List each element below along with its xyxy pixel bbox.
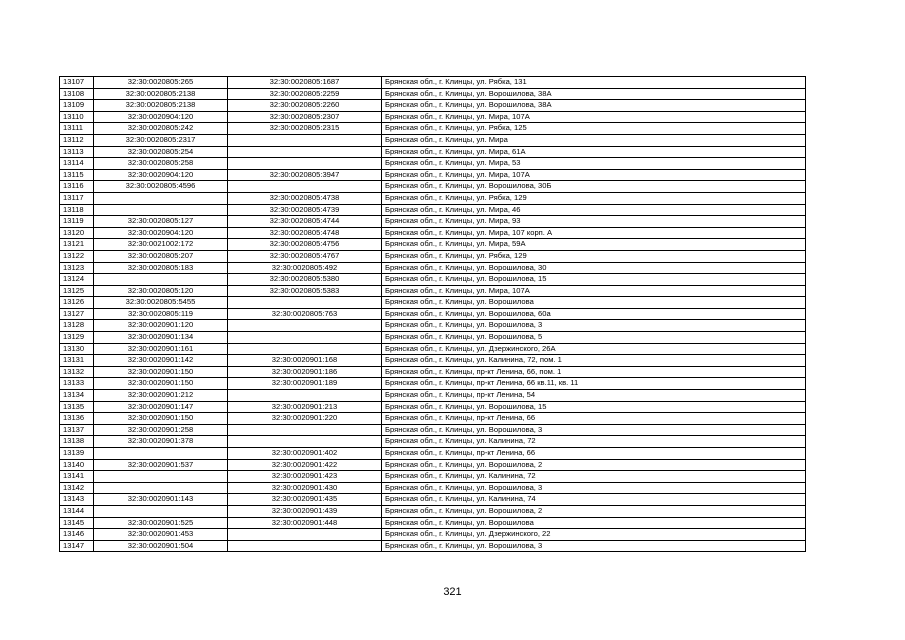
row-number-cell: 13133	[60, 378, 94, 390]
building-cadastral-number-cell: 32:30:0020805:2315	[228, 123, 382, 135]
address-cell: Брянская обл., г. Клинцы, ул. Ворошилова, 3	[382, 540, 806, 552]
building-cadastral-number-cell	[228, 320, 382, 332]
table-row	[60, 111, 806, 123]
table-row	[60, 88, 806, 100]
address-cell: Брянская обл., г. Клинцы, ул. Мира, 107А	[382, 285, 806, 297]
land-cadastral-number-cell: 32:30:0020901:161	[94, 343, 228, 355]
building-cadastral-number-cell: 32:30:0020805:2259	[228, 88, 382, 100]
land-cadastral-number-cell	[94, 274, 228, 286]
table-row	[60, 378, 806, 390]
address-cell: Брянская обл., г. Клинцы, ул. Ворошилова, 60а	[382, 308, 806, 320]
address-cell: Брянская обл., г. Клинцы, ул. Ворошилова	[382, 517, 806, 529]
land-cadastral-number-cell: 32:30:0020805:4596	[94, 181, 228, 193]
land-cadastral-number-cell	[94, 471, 228, 483]
table-row	[60, 471, 806, 483]
address-cell: Брянская обл., г. Клинцы, ул. Мира, 107А	[382, 169, 806, 181]
building-cadastral-number-cell: 32:30:0020805:5383	[228, 285, 382, 297]
building-cadastral-number-cell: 32:30:0020901:439	[228, 505, 382, 517]
row-number-cell: 13121	[60, 239, 94, 251]
address-cell: Брянская обл., г. Клинцы, пр-кт Ленина, 66 кв.11, кв. 11	[382, 378, 806, 390]
land-cadastral-number-cell: 32:30:0020805:265	[94, 77, 228, 89]
address-cell: Брянская обл., г. Клинцы, ул. Мира, 61А	[382, 146, 806, 158]
row-number-cell: 13130	[60, 343, 94, 355]
row-number-cell: 13115	[60, 169, 94, 181]
table-row	[60, 517, 806, 529]
table-row	[60, 274, 806, 286]
address-cell: Брянская обл., г. Клинцы, ул. Ворошилова, 30	[382, 262, 806, 274]
table-row	[60, 482, 806, 494]
building-cadastral-number-cell: 32:30:0020805:2260	[228, 100, 382, 112]
row-number-cell: 13131	[60, 355, 94, 367]
row-number-cell: 13132	[60, 366, 94, 378]
land-cadastral-number-cell: 32:30:0020901:378	[94, 436, 228, 448]
address-cell: Брянская обл., г. Клинцы, ул. Ворошилова, 5	[382, 332, 806, 344]
table-row	[60, 158, 806, 170]
building-cadastral-number-cell: 32:30:0020901:189	[228, 378, 382, 390]
row-number-cell: 13113	[60, 146, 94, 158]
row-number-cell: 13120	[60, 227, 94, 239]
address-cell: Брянская обл., г. Клинцы, ул. Ворошилова, 2	[382, 505, 806, 517]
table-row	[60, 227, 806, 239]
address-cell: Брянская обл., г. Клинцы, ул. Мира	[382, 134, 806, 146]
land-cadastral-number-cell	[94, 448, 228, 460]
building-cadastral-number-cell	[228, 540, 382, 552]
land-cadastral-number-cell	[94, 204, 228, 216]
table-row	[60, 239, 806, 251]
table-row	[60, 529, 806, 541]
land-cadastral-number-cell: 32:30:0020901:142	[94, 355, 228, 367]
building-cadastral-number-cell: 32:30:0020805:4748	[228, 227, 382, 239]
address-cell: Брянская обл., г. Клинцы, ул. Ворошилова, 15	[382, 274, 806, 286]
row-number-cell: 13147	[60, 540, 94, 552]
row-number-cell: 13136	[60, 413, 94, 425]
address-cell: Брянская обл., г. Клинцы, ул. Ворошилова, 3	[382, 320, 806, 332]
building-cadastral-number-cell	[228, 529, 382, 541]
row-number-cell: 13142	[60, 482, 94, 494]
address-cell: Брянская обл., г. Клинцы, ул. Мира, 59А	[382, 239, 806, 251]
building-cadastral-number-cell: 32:30:0020805:4767	[228, 250, 382, 262]
land-cadastral-number-cell: 32:30:0020901:150	[94, 366, 228, 378]
row-number-cell: 13135	[60, 401, 94, 413]
building-cadastral-number-cell	[228, 297, 382, 309]
building-cadastral-number-cell: 32:30:0020901:186	[228, 366, 382, 378]
row-number-cell: 13143	[60, 494, 94, 506]
building-cadastral-number-cell: 32:30:0020805:763	[228, 308, 382, 320]
building-cadastral-number-cell: 32:30:0020805:4756	[228, 239, 382, 251]
table-row	[60, 192, 806, 204]
address-cell: Брянская обл., г. Клинцы, ул. Ворошилова, 15	[382, 401, 806, 413]
row-number-cell: 13123	[60, 262, 94, 274]
address-cell: Брянская обл., г. Клинцы, пр-кт Ленина, 66	[382, 448, 806, 460]
building-cadastral-number-cell	[228, 424, 382, 436]
land-cadastral-number-cell: 32:30:0020901:537	[94, 459, 228, 471]
address-cell: Брянская обл., г. Клинцы, пр-кт Ленина, 66, пом. 1	[382, 366, 806, 378]
address-cell: Брянская обл., г. Клинцы, ул. Дзержинского, 22	[382, 529, 806, 541]
address-cell: Брянская обл., г. Клинцы, ул. Ворошилова, 3	[382, 424, 806, 436]
row-number-cell: 13128	[60, 320, 94, 332]
table-row	[60, 169, 806, 181]
row-number-cell: 13119	[60, 216, 94, 228]
table-row	[60, 424, 806, 436]
row-number-cell: 13124	[60, 274, 94, 286]
address-cell: Брянская обл., г. Клинцы, ул. Рябка, 129	[382, 250, 806, 262]
building-cadastral-number-cell	[228, 343, 382, 355]
land-cadastral-number-cell: 32:30:0020901:134	[94, 332, 228, 344]
address-cell: Брянская обл., г. Клинцы, ул. Мира, 46	[382, 204, 806, 216]
address-cell: Брянская обл., г. Клинцы, ул. Ворошилова, 38А	[382, 88, 806, 100]
land-cadastral-number-cell: 32:30:0020904:120	[94, 169, 228, 181]
cadastral-table	[59, 76, 806, 552]
building-cadastral-number-cell: 32:30:0020901:435	[228, 494, 382, 506]
table-row	[60, 146, 806, 158]
address-cell: Брянская обл., г. Клинцы, ул. Мира, 53	[382, 158, 806, 170]
table-row	[60, 308, 806, 320]
address-cell: Брянская обл., г. Клинцы, пр-кт Ленина, 54	[382, 390, 806, 402]
land-cadastral-number-cell: 32:30:0020805:254	[94, 146, 228, 158]
building-cadastral-number-cell: 32:30:0020805:1687	[228, 77, 382, 89]
building-cadastral-number-cell: 32:30:0020901:220	[228, 413, 382, 425]
table-row	[60, 285, 806, 297]
address-cell: Брянская обл., г. Клинцы, ул. Калинина, 72	[382, 471, 806, 483]
table-row	[60, 401, 806, 413]
row-number-cell: 13125	[60, 285, 94, 297]
land-cadastral-number-cell	[94, 482, 228, 494]
building-cadastral-number-cell	[228, 390, 382, 402]
building-cadastral-number-cell	[228, 436, 382, 448]
table-row	[60, 390, 806, 402]
row-number-cell: 13108	[60, 88, 94, 100]
land-cadastral-number-cell: 32:30:0020901:150	[94, 378, 228, 390]
building-cadastral-number-cell: 32:30:0020901:168	[228, 355, 382, 367]
table-row	[60, 436, 806, 448]
land-cadastral-number-cell: 32:30:0020805:127	[94, 216, 228, 228]
row-number-cell: 13107	[60, 77, 94, 89]
land-cadastral-number-cell: 32:30:0020805:2138	[94, 100, 228, 112]
table-body	[60, 77, 806, 552]
building-cadastral-number-cell	[228, 158, 382, 170]
building-cadastral-number-cell: 32:30:0020901:402	[228, 448, 382, 460]
address-cell: Брянская обл., г. Клинцы, пр-кт Ленина, 66	[382, 413, 806, 425]
table-row	[60, 459, 806, 471]
land-cadastral-number-cell: 32:30:0020805:242	[94, 123, 228, 135]
building-cadastral-number-cell: 32:30:0020805:4738	[228, 192, 382, 204]
table-row	[60, 262, 806, 274]
address-cell: Брянская обл., г. Клинцы, ул. Ворошилова, 38А	[382, 100, 806, 112]
building-cadastral-number-cell	[228, 181, 382, 193]
address-cell: Брянская обл., г. Клинцы, ул. Ворошилова	[382, 297, 806, 309]
building-cadastral-number-cell: 32:30:0020901:430	[228, 482, 382, 494]
land-cadastral-number-cell: 32:30:0020901:120	[94, 320, 228, 332]
row-number-cell: 13145	[60, 517, 94, 529]
address-cell: Брянская обл., г. Клинцы, ул. Ворошилова, 3	[382, 482, 806, 494]
land-cadastral-number-cell: 32:30:0020901:143	[94, 494, 228, 506]
land-cadastral-number-cell: 32:30:0020805:2138	[94, 88, 228, 100]
building-cadastral-number-cell: 32:30:0020805:2307	[228, 111, 382, 123]
row-number-cell: 13126	[60, 297, 94, 309]
land-cadastral-number-cell: 32:30:0020805:258	[94, 158, 228, 170]
table-row	[60, 355, 806, 367]
row-number-cell: 13140	[60, 459, 94, 471]
land-cadastral-number-cell: 32:30:0020901:147	[94, 401, 228, 413]
table-row	[60, 366, 806, 378]
row-number-cell: 13144	[60, 505, 94, 517]
row-number-cell: 13127	[60, 308, 94, 320]
row-number-cell: 13146	[60, 529, 94, 541]
building-cadastral-number-cell: 32:30:0020901:422	[228, 459, 382, 471]
row-number-cell: 13109	[60, 100, 94, 112]
land-cadastral-number-cell: 32:30:0020901:212	[94, 390, 228, 402]
land-cadastral-number-cell: 32:30:0020805:207	[94, 250, 228, 262]
row-number-cell: 13134	[60, 390, 94, 402]
land-cadastral-number-cell	[94, 192, 228, 204]
address-cell: Брянская обл., г. Клинцы, ул. Калинина, 72	[382, 436, 806, 448]
table-row	[60, 134, 806, 146]
table-row	[60, 77, 806, 89]
row-number-cell: 13118	[60, 204, 94, 216]
row-number-cell: 13110	[60, 111, 94, 123]
building-cadastral-number-cell: 32:30:0020901:423	[228, 471, 382, 483]
address-cell: Брянская обл., г. Клинцы, ул. Рябка, 125	[382, 123, 806, 135]
land-cadastral-number-cell: 32:30:0020805:120	[94, 285, 228, 297]
land-cadastral-number-cell: 32:30:0020901:150	[94, 413, 228, 425]
building-cadastral-number-cell: 32:30:0020805:492	[228, 262, 382, 274]
land-cadastral-number-cell	[94, 505, 228, 517]
table-row	[60, 320, 806, 332]
table-row	[60, 181, 806, 193]
land-cadastral-number-cell: 32:30:0020901:453	[94, 529, 228, 541]
address-cell: Брянская обл., г. Клинцы, ул. Мира, 107 корп. А	[382, 227, 806, 239]
address-cell: Брянская обл., г. Клинцы, ул. Мира, 107А	[382, 111, 806, 123]
table-row	[60, 505, 806, 517]
row-number-cell: 13139	[60, 448, 94, 460]
row-number-cell: 13138	[60, 436, 94, 448]
row-number-cell: 13129	[60, 332, 94, 344]
table-row	[60, 540, 806, 552]
address-cell: Брянская обл., г. Клинцы, ул. Калинина, 72, пом. 1	[382, 355, 806, 367]
building-cadastral-number-cell: 32:30:0020805:4744	[228, 216, 382, 228]
table-row	[60, 100, 806, 112]
land-cadastral-number-cell: 32:30:0020805:5455	[94, 297, 228, 309]
table-row	[60, 413, 806, 425]
building-cadastral-number-cell: 32:30:0020805:5380	[228, 274, 382, 286]
land-cadastral-number-cell: 32:30:0020805:2317	[94, 134, 228, 146]
row-number-cell: 13117	[60, 192, 94, 204]
table-row	[60, 494, 806, 506]
building-cadastral-number-cell: 32:30:0020805:4739	[228, 204, 382, 216]
land-cadastral-number-cell: 32:30:0020904:120	[94, 227, 228, 239]
land-cadastral-number-cell: 32:30:0020901:504	[94, 540, 228, 552]
table-row	[60, 250, 806, 262]
building-cadastral-number-cell: 32:30:0020805:3947	[228, 169, 382, 181]
row-number-cell: 13114	[60, 158, 94, 170]
land-cadastral-number-cell: 32:30:0021002:172	[94, 239, 228, 251]
row-number-cell: 13112	[60, 134, 94, 146]
address-cell: Брянская обл., г. Клинцы, ул. Ворошилова, 30Б	[382, 181, 806, 193]
row-number-cell: 13141	[60, 471, 94, 483]
land-cadastral-number-cell: 32:30:0020901:258	[94, 424, 228, 436]
land-cadastral-number-cell: 32:30:0020901:525	[94, 517, 228, 529]
building-cadastral-number-cell	[228, 332, 382, 344]
table-row	[60, 343, 806, 355]
building-cadastral-number-cell	[228, 134, 382, 146]
land-cadastral-number-cell: 32:30:0020805:183	[94, 262, 228, 274]
land-cadastral-number-cell: 32:30:0020904:120	[94, 111, 228, 123]
address-cell: Брянская обл., г. Клинцы, ул. Рябка, 131	[382, 77, 806, 89]
address-cell: Брянская обл., г. Клинцы, ул. Ворошилова, 2	[382, 459, 806, 471]
page-number: 321	[443, 586, 462, 598]
table-row	[60, 297, 806, 309]
table-row	[60, 123, 806, 135]
table-row	[60, 204, 806, 216]
address-cell: Брянская обл., г. Клинцы, ул. Мира, 93	[382, 216, 806, 228]
row-number-cell: 13116	[60, 181, 94, 193]
address-cell: Брянская обл., г. Клинцы, ул. Дзержинского, 26А	[382, 343, 806, 355]
building-cadastral-number-cell: 32:30:0020901:448	[228, 517, 382, 529]
table-row	[60, 216, 806, 228]
address-cell: Брянская обл., г. Клинцы, ул. Калинина, 74	[382, 494, 806, 506]
row-number-cell: 13137	[60, 424, 94, 436]
land-cadastral-number-cell: 32:30:0020805:119	[94, 308, 228, 320]
row-number-cell: 13122	[60, 250, 94, 262]
address-cell: Брянская обл., г. Клинцы, ул. Рябка, 129	[382, 192, 806, 204]
row-number-cell: 13111	[60, 123, 94, 135]
table-row	[60, 332, 806, 344]
building-cadastral-number-cell: 32:30:0020901:213	[228, 401, 382, 413]
building-cadastral-number-cell	[228, 146, 382, 158]
table-row	[60, 448, 806, 460]
